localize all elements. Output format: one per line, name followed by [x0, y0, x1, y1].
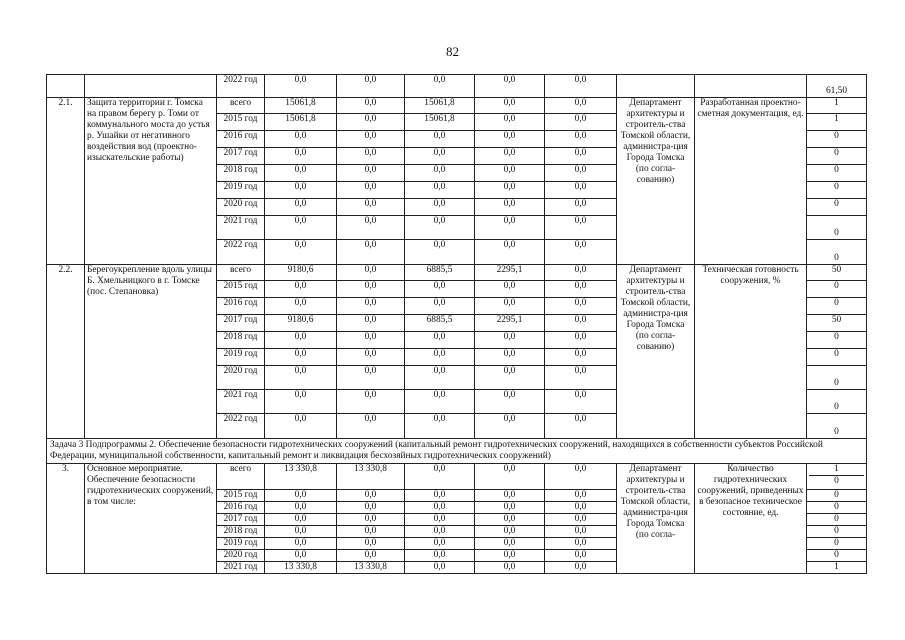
- value-cell: 0,0: [545, 366, 617, 390]
- table-row: [47, 464, 867, 490]
- value-cell: 0,0: [545, 490, 617, 502]
- value-cell: 0,0: [475, 414, 545, 439]
- value-cell: 0,0: [265, 75, 337, 98]
- table-body: [47, 75, 867, 574]
- value-cell: 0,0: [545, 332, 617, 349]
- value-cell: 0,0: [265, 148, 337, 165]
- value-cell: 0,0: [265, 298, 337, 315]
- value-cell: 0,0: [475, 464, 545, 490]
- value-cell: 13 330,8: [265, 464, 337, 490]
- value-cell: 0,0: [405, 464, 475, 490]
- indicator-cell: [807, 114, 867, 131]
- value-cell: 0,0: [475, 240, 545, 265]
- indicator-value: 1: [834, 98, 839, 108]
- year-cell: всего: [217, 98, 265, 114]
- value-cell: 0,0: [337, 332, 405, 349]
- value-cell: 0,0: [475, 514, 545, 526]
- value-cell: 0,0: [475, 131, 545, 148]
- value-cell: 0,0: [545, 281, 617, 298]
- value-cell: 6885,5: [405, 265, 475, 281]
- year-cell: 2017 год: [217, 148, 265, 165]
- value-cell: 0,0: [265, 165, 337, 182]
- task-heading: Задача 3 Подпрограммы 2. Обеспечение безопасности гидротехнических сооружений (капитальный ремонт гидротехнических сооружений, находящихся в собственности субъектов Российской Федерации, муниципальной собственности, капитальный ремонт и ликвидация бесхозяйных гидротехнических сооружений): [47, 439, 867, 464]
- value-cell: 0,0: [475, 199, 545, 216]
- year-cell: 2017 год: [217, 514, 265, 526]
- value-cell: 0,0: [545, 538, 617, 550]
- value-cell: 0,0: [545, 182, 617, 199]
- cell-empty: [617, 75, 695, 98]
- measure-name: Защита территории г. Томска на правом берегу р. Томи от коммунального моста до устья р. Ушайки от негативного воздействия вод (проектно-изыскательские работы): [85, 98, 217, 265]
- value-cell: 0,0: [265, 332, 337, 349]
- indicator-cell: [807, 464, 867, 490]
- value-cell: 0,0: [405, 216, 475, 240]
- value-cell: 13 330,8: [265, 562, 337, 574]
- indicator-cell: [807, 131, 867, 148]
- indicator-cell: [807, 349, 867, 366]
- value-cell: 0,0: [475, 550, 545, 562]
- value-cell: 0,0: [545, 298, 617, 315]
- year-cell: 2015 год: [217, 281, 265, 298]
- value-cell: 0,0: [265, 281, 337, 298]
- value-cell: 0,0: [475, 390, 545, 414]
- value-cell: 0,0: [265, 550, 337, 562]
- value-cell: 0,0: [405, 502, 475, 514]
- value-cell: 0,0: [265, 240, 337, 265]
- indicator-value: 0: [834, 298, 839, 308]
- table-row: [47, 75, 867, 98]
- year-cell: 2019 год: [217, 349, 265, 366]
- value-cell: 0,0: [405, 390, 475, 414]
- value-cell: 0,0: [545, 550, 617, 562]
- year-cell: 2016 год: [217, 502, 265, 514]
- value-cell: 0,0: [337, 240, 405, 265]
- value-cell: 0,0: [405, 148, 475, 165]
- value-cell: 0,0: [545, 414, 617, 439]
- value-cell: 0,0: [405, 240, 475, 265]
- value-cell: 0,0: [337, 390, 405, 414]
- value-cell: 0,0: [545, 240, 617, 265]
- indicator-cell: [807, 315, 867, 332]
- value-cell: 0,0: [475, 182, 545, 199]
- value-cell: 0,0: [545, 148, 617, 165]
- indicator-cell: [807, 148, 867, 165]
- value-cell: 0,0: [405, 199, 475, 216]
- year-cell: всего: [217, 265, 265, 281]
- value-cell: 0,0: [545, 199, 617, 216]
- cell-empty: [47, 75, 85, 98]
- value-cell: 0,0: [475, 366, 545, 390]
- indicator-value: 0: [834, 253, 839, 263]
- value-cell: 0,0: [545, 514, 617, 526]
- year-cell: 2016 год: [217, 298, 265, 315]
- value-cell: 0,0: [337, 182, 405, 199]
- value-cell: 0,0: [337, 550, 405, 562]
- indicator-value: 0: [834, 228, 839, 238]
- value-cell: 0,0: [337, 114, 405, 131]
- value-cell: 0,0: [337, 199, 405, 216]
- value-cell: 0,0: [475, 114, 545, 131]
- value-cell: 0,0: [545, 526, 617, 538]
- indicator-cell: [807, 265, 867, 281]
- value-cell: 0,0: [545, 562, 617, 574]
- indicator-value: 1: [834, 562, 839, 572]
- value-cell: 0,0: [265, 131, 337, 148]
- indicator-value: 0: [834, 526, 839, 536]
- value-cell: 0,0: [405, 526, 475, 538]
- year-cell: 2019 год: [217, 538, 265, 550]
- table-row: [47, 439, 867, 464]
- indicator-value: 0: [834, 349, 839, 359]
- value-cell: 0,0: [475, 538, 545, 550]
- indicator-value: 50: [831, 265, 842, 275]
- value-cell: 9180,6: [265, 265, 337, 281]
- value-cell: 0,0: [405, 538, 475, 550]
- indicator-value: 0: [834, 182, 839, 192]
- value-cell: 0,0: [545, 75, 617, 98]
- value-cell: 0,0: [405, 281, 475, 298]
- value-cell: 0,0: [337, 131, 405, 148]
- value-cell: 0,0: [405, 298, 475, 315]
- indicator-value: 0: [834, 281, 839, 291]
- value-cell: 0,0: [265, 414, 337, 439]
- year-cell: 2019 год: [217, 182, 265, 199]
- indicator-value: 0: [834, 148, 839, 158]
- indicator-value: 50: [831, 315, 842, 325]
- value-cell: 0,0: [265, 526, 337, 538]
- value-cell: 0,0: [475, 165, 545, 182]
- indicator-cell: [807, 298, 867, 315]
- year-cell: 2022 год: [217, 75, 265, 98]
- indicator-cell: [807, 182, 867, 199]
- value-cell: 0,0: [337, 315, 405, 332]
- year-cell: 2020 год: [217, 366, 265, 390]
- indicator-value: 0: [834, 490, 839, 500]
- year-cell: 2018 год: [217, 165, 265, 182]
- value-cell: 0,0: [545, 315, 617, 332]
- value-cell: 0,0: [405, 332, 475, 349]
- value-cell: 0,0: [337, 265, 405, 281]
- value-cell: 0,0: [265, 366, 337, 390]
- value-cell: 0,0: [337, 538, 405, 550]
- indicator-value: 0: [834, 199, 839, 209]
- value-cell: 0,0: [475, 526, 545, 538]
- indicator-cell: [807, 199, 867, 216]
- year-cell: 2015 год: [217, 490, 265, 502]
- indicator-cell: [807, 414, 867, 439]
- value-cell: 0,0: [337, 414, 405, 439]
- value-cell: 0,0: [337, 75, 405, 98]
- indicator-cell: [807, 390, 867, 414]
- indicator-name: Разработанная проектно-сметная документация, ед.: [695, 98, 807, 265]
- indicator-cell: [807, 366, 867, 390]
- indicator-name: Количество гидротехнических сооружений, приведенных в безопасное техническое состояние, ед.: [695, 464, 807, 574]
- value-cell: 15061,8: [265, 114, 337, 131]
- indicator-cell: [807, 514, 867, 526]
- value-cell: 0,0: [337, 502, 405, 514]
- value-cell: 0,0: [545, 98, 617, 114]
- indicator-cell: [807, 526, 867, 538]
- value-cell: 0,0: [337, 514, 405, 526]
- year-cell: 2021 год: [217, 562, 265, 574]
- indicator-value: 1: [834, 114, 839, 124]
- indicator-value: 0: [809, 475, 864, 487]
- value-cell: 0,0: [405, 165, 475, 182]
- value-cell: 0,0: [337, 165, 405, 182]
- indicator-cell: [807, 502, 867, 514]
- indicator-value: 0: [834, 131, 839, 141]
- value-cell: 15061,8: [265, 98, 337, 114]
- value-cell: 0,0: [405, 550, 475, 562]
- year-cell: 2016 год: [217, 131, 265, 148]
- value-cell: 0,0: [475, 216, 545, 240]
- value-cell: 0,0: [475, 98, 545, 114]
- table-row: [47, 98, 867, 114]
- value-cell: 0,0: [337, 216, 405, 240]
- cell-empty: [85, 75, 217, 98]
- value-cell: 0,0: [545, 131, 617, 148]
- value-cell: 0,0: [405, 414, 475, 439]
- indicator-cell: [807, 332, 867, 349]
- value-cell: 0,0: [405, 366, 475, 390]
- value-cell: 0,0: [337, 526, 405, 538]
- indicator-value: 0: [834, 538, 839, 548]
- value-cell: 0,0: [545, 265, 617, 281]
- year-cell: 2022 год: [217, 414, 265, 439]
- measure-name: Берегоукрепление вдоль улицы Б. Хмельницкого в г. Томске (пос. Степановка): [85, 265, 217, 439]
- row-number: 2.2.: [47, 265, 85, 439]
- indicator-value: 0: [834, 502, 839, 512]
- value-cell: 0,0: [475, 281, 545, 298]
- value-cell: 6885,5: [405, 315, 475, 332]
- value-cell: 0,0: [405, 490, 475, 502]
- year-cell: всего: [217, 464, 265, 490]
- value-cell: 9180,6: [265, 315, 337, 332]
- year-cell: 2018 год: [217, 526, 265, 538]
- value-cell: 0,0: [475, 490, 545, 502]
- value-cell: 0,0: [475, 148, 545, 165]
- page-number: 82: [446, 44, 459, 59]
- indicator-value: 0: [834, 402, 839, 412]
- indicator-value: 0: [834, 514, 839, 524]
- indicator-cell: [807, 240, 867, 265]
- indicator-cell: [807, 538, 867, 550]
- value-cell: 0,0: [265, 490, 337, 502]
- indicator-cell: [807, 165, 867, 182]
- value-cell: 0,0: [337, 349, 405, 366]
- value-cell: 0,0: [337, 281, 405, 298]
- value-cell: 0,0: [405, 182, 475, 199]
- value-cell: 0,0: [265, 502, 337, 514]
- executor: Департамент архитектуры и строитель-ства Томской области, администра-ция Города Томска (по согла-сованию): [617, 98, 695, 265]
- year-cell: 2020 год: [217, 550, 265, 562]
- year-cell: 2020 год: [217, 199, 265, 216]
- value-cell: 0,0: [475, 349, 545, 366]
- value-cell: 0,0: [475, 502, 545, 514]
- value-cell: 0,0: [545, 390, 617, 414]
- value-cell: 0,0: [545, 216, 617, 240]
- value-cell: 13 330,8: [337, 464, 405, 490]
- value-cell: 0,0: [405, 562, 475, 574]
- value-cell: 0,0: [545, 464, 617, 490]
- indicator-cell: [807, 550, 867, 562]
- row-number: 2.1.: [47, 98, 85, 265]
- year-cell: 2018 год: [217, 332, 265, 349]
- value-cell: 0,0: [475, 332, 545, 349]
- indicator-value: 0: [834, 427, 839, 437]
- value-cell: 0,0: [265, 349, 337, 366]
- value-cell: 0,0: [265, 514, 337, 526]
- year-cell: 2017 год: [217, 315, 265, 332]
- value-cell: 0,0: [475, 75, 545, 98]
- value-cell: 0,0: [265, 182, 337, 199]
- value-cell: 0,0: [475, 562, 545, 574]
- value-cell: 15061,8: [405, 114, 475, 131]
- indicator-value: 0: [834, 550, 839, 560]
- row-number: 3.: [47, 464, 85, 574]
- value-cell: 0,0: [405, 514, 475, 526]
- indicator-cell: [807, 490, 867, 502]
- indicator-value: 0: [834, 332, 839, 342]
- executor: Департамент архитектуры и строитель-ства Томской области, администра-ция Города Томска (по согла-: [617, 464, 695, 574]
- value-cell: 0,0: [545, 114, 617, 131]
- indicator-value: 0: [834, 165, 839, 175]
- value-cell: 0,0: [337, 148, 405, 165]
- cell-empty: [695, 75, 807, 98]
- measure-name: Основное мероприятие. Обеспечение безопасности гидротехнических сооружений, в том числе:: [85, 464, 217, 574]
- value-cell: 0,0: [475, 298, 545, 315]
- value-cell: 0,0: [405, 349, 475, 366]
- indicator-cell: [807, 562, 867, 574]
- value-cell: 2295,1: [475, 315, 545, 332]
- value-cell: 13 330,8: [337, 562, 405, 574]
- value-cell: 2295,1: [475, 265, 545, 281]
- value-cell: 15061,8: [405, 98, 475, 114]
- value-cell: 0,0: [545, 502, 617, 514]
- value-cell: 0,0: [337, 298, 405, 315]
- indicator-value: 1: [834, 464, 839, 474]
- value-cell: 0,0: [545, 349, 617, 366]
- year-cell: 2015 год: [217, 114, 265, 131]
- value-cell: 0,0: [265, 199, 337, 216]
- budget-table: [46, 74, 867, 574]
- indicator-cell: [807, 98, 867, 114]
- year-cell: 2021 год: [217, 216, 265, 240]
- value-cell: 0,0: [405, 131, 475, 148]
- indicator-cell: [807, 216, 867, 240]
- value-cell: 0,0: [545, 165, 617, 182]
- indicator-cell: [807, 281, 867, 298]
- value-cell: 0,0: [265, 216, 337, 240]
- year-cell: 2021 год: [217, 390, 265, 414]
- indicator-name: Техническая готовность сооружения, %: [695, 265, 807, 439]
- value-cell: 0,0: [265, 538, 337, 550]
- value-cell: 0,0: [405, 75, 475, 98]
- year-cell: 2022 год: [217, 240, 265, 265]
- table-row: [47, 265, 867, 281]
- indicator-value: 61,50: [807, 75, 867, 98]
- value-cell: 0,0: [337, 98, 405, 114]
- indicator-value: 0: [834, 378, 839, 388]
- value-cell: 0,0: [337, 366, 405, 390]
- executor: Департамент архитектуры и строитель-ства Томской области, администра-ция Города Томска (по согла-сованию): [617, 265, 695, 439]
- value-cell: 0,0: [337, 490, 405, 502]
- value-cell: 0,0: [265, 390, 337, 414]
